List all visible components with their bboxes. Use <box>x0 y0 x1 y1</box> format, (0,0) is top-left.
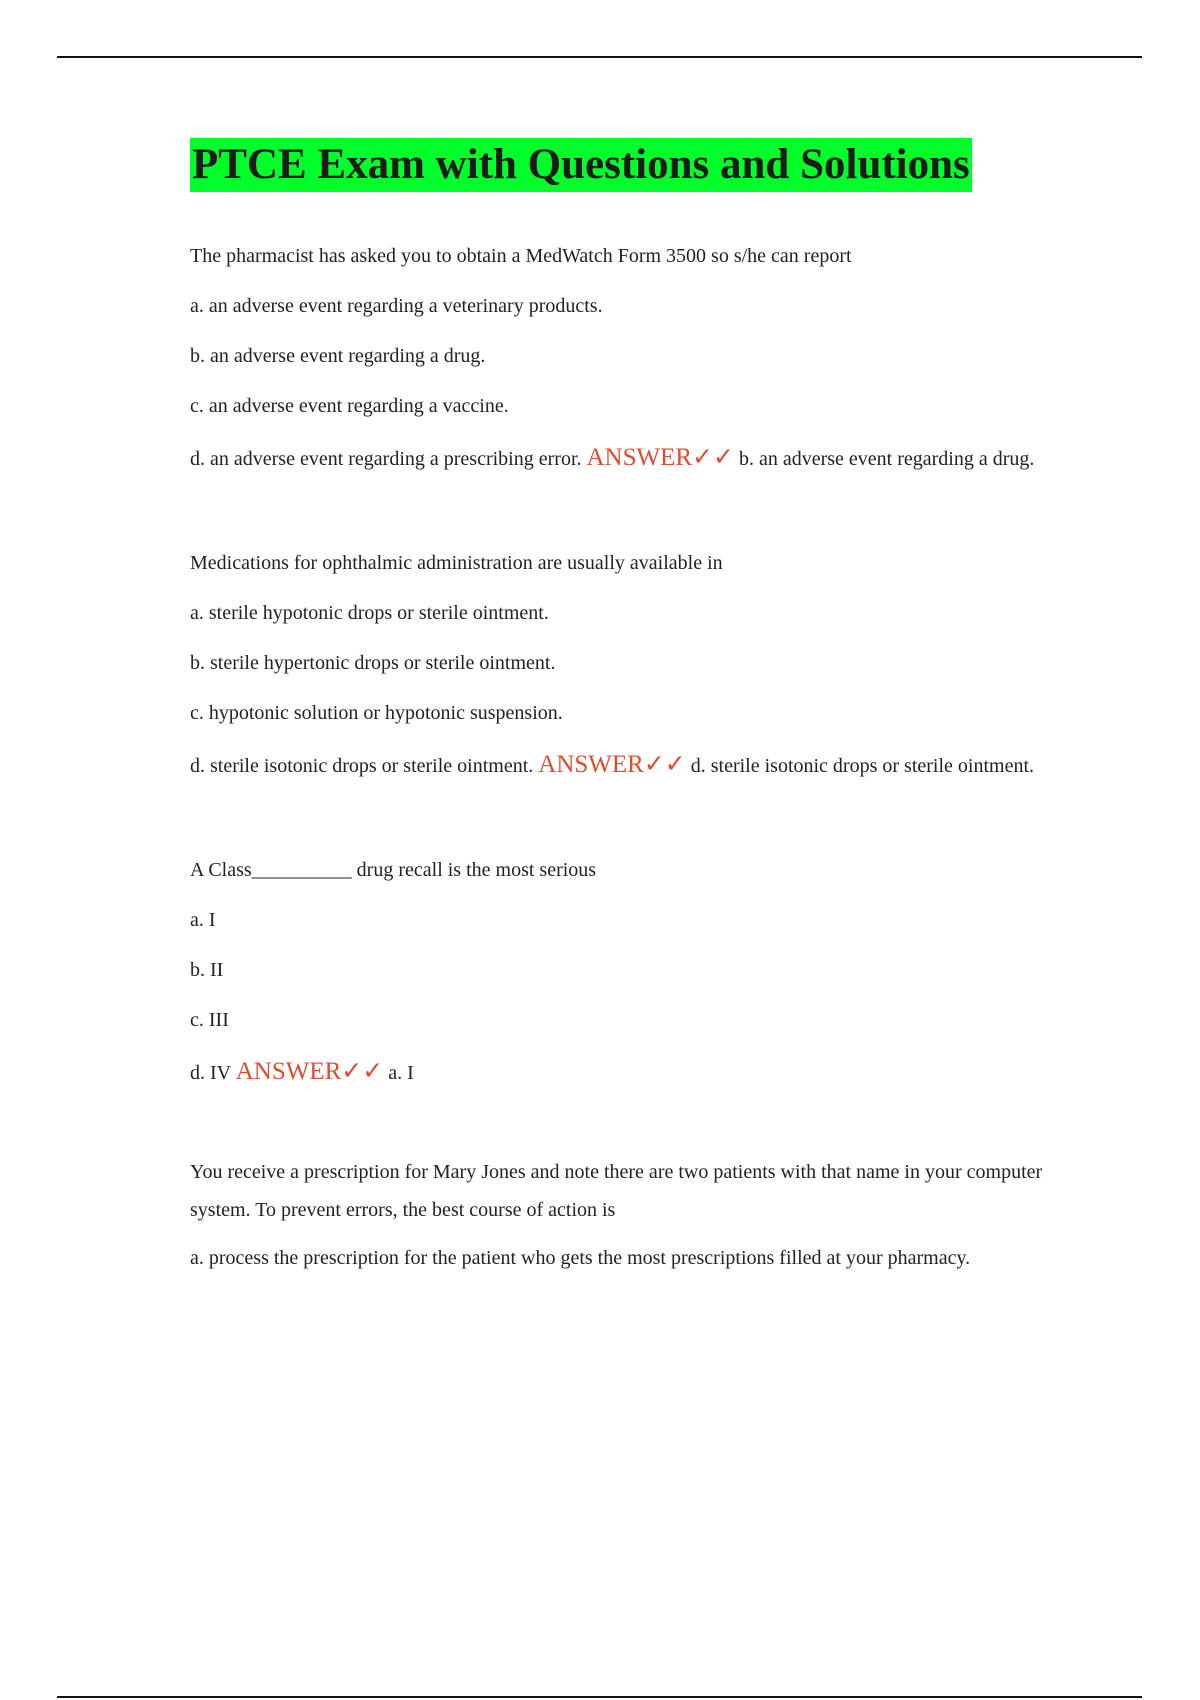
option-a: a. I <box>190 909 216 931</box>
option-d: d. IV <box>190 1062 231 1084</box>
option-d-with-answer <box>190 1050 1070 1095</box>
option-b: b. II <box>190 959 224 981</box>
question-1 <box>190 236 1070 481</box>
question-stem: You receive a prescription for Mary Jones and note there are two patients with that name in your computer system. To prevent errors, the best course of action is <box>190 1161 1043 1221</box>
answer-label: ANSWER✓✓ <box>538 751 686 778</box>
option-d-with-answer <box>190 743 1070 788</box>
question-4 <box>190 1153 1070 1277</box>
answer-text: a. I <box>388 1062 414 1084</box>
document-page <box>190 138 1070 1287</box>
option-c: c. an adverse event regarding a vaccine. <box>190 395 509 417</box>
option-b: b. an adverse event regarding a drug. <box>190 345 486 367</box>
option-a: a. process the prescription for the patient who gets the most prescriptions filled at your pharmacy. <box>190 1247 971 1269</box>
option-d: d. sterile isotonic drops or sterile ointment. <box>190 755 534 777</box>
question-gap <box>190 788 1070 850</box>
question-2 <box>190 543 1070 788</box>
top-rule <box>57 56 1142 58</box>
document-title: PTCE Exam with Questions and Solutions <box>190 138 972 192</box>
option-a: a. sterile hypotonic drops or sterile ointment. <box>190 602 549 624</box>
question-3 <box>190 850 1070 1095</box>
question-stem: The pharmacist has asked you to obtain a MedWatch Form 3500 so s/he can report <box>190 245 852 267</box>
option-d-with-answer <box>190 436 1070 481</box>
option-c: c. hypotonic solution or hypotonic suspension. <box>190 702 563 724</box>
answer-text: d. sterile isotonic drops or sterile ointment. <box>690 755 1035 777</box>
question-stem: Medications for ophthalmic administration are usually available in <box>190 552 723 574</box>
question-gap <box>190 481 1070 543</box>
question-gap <box>190 1095 1070 1153</box>
option-a: a. an adverse event regarding a veterinary products. <box>190 295 603 317</box>
question-stem: A Class__________ drug recall is the most serious <box>190 859 597 881</box>
option-b: b. sterile hypertonic drops or sterile ointment. <box>190 652 556 674</box>
option-d: d. an adverse event regarding a prescribing error. <box>190 448 582 470</box>
answer-text: b. an adverse event regarding a drug. <box>738 448 1035 470</box>
bottom-rule <box>57 1696 1142 1698</box>
option-c: c. III <box>190 1009 229 1031</box>
answer-label: ANSWER✓✓ <box>586 444 734 471</box>
answer-label: ANSWER✓✓ <box>235 1058 384 1085</box>
